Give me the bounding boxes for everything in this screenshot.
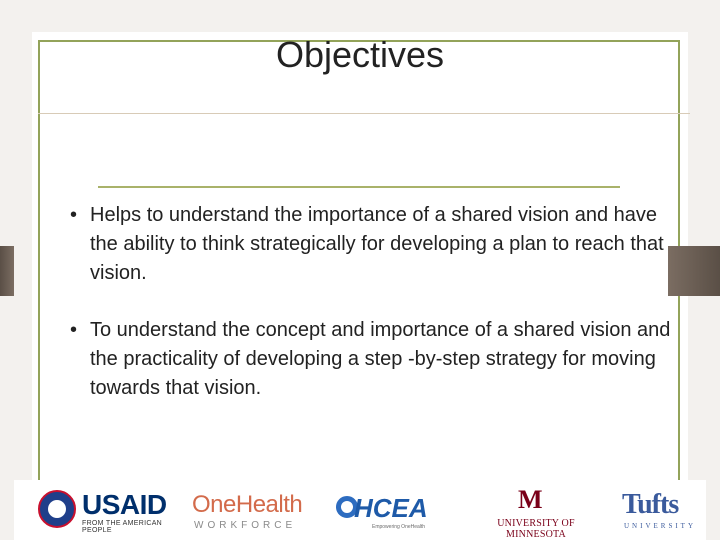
bullet-item	[70, 201, 680, 288]
hcea-subtitle: Empowering OneHealth	[372, 524, 426, 530]
slide-title: Objectives	[275, 34, 445, 75]
umn-logo	[466, 480, 606, 540]
onehealth-workforce: WORKFORCE	[194, 520, 297, 531]
bullet-item	[70, 316, 680, 403]
bullet-text: To understand the concept and importance of a shared vision and the practicality of developing a step -by-step strategy for moving towards that vision.	[90, 319, 671, 399]
tufts-logo	[618, 480, 704, 540]
title-underline	[98, 186, 620, 188]
umn-wordmark: UNIVERSITY OF MINNESOTA	[497, 518, 575, 540]
left-edge-tab	[0, 246, 14, 296]
bullet-dot: •	[70, 319, 78, 341]
usaid-tagline: FROM THE AMERICAN PEOPLE	[82, 520, 163, 534]
logo-strip	[14, 480, 706, 540]
hcea-logo	[332, 480, 444, 540]
onehealth-logo	[190, 480, 320, 540]
usaid-seal-icon	[38, 490, 76, 528]
umn-m-mark: M	[518, 485, 543, 514]
onehealth-wordmark: OneHealth	[192, 491, 303, 518]
bullet-text: Helps to understand the importance of a shared vision and have the ability to think strategically for developing a plan to reach that vision.	[90, 204, 664, 284]
tufts-university: UNIVERSITY	[624, 522, 696, 530]
usaid-logo	[26, 480, 186, 540]
hcea-wordmark: HCEA	[354, 493, 428, 523]
bullet-dot: •	[70, 204, 78, 226]
usaid-wordmark: USAID	[82, 489, 167, 520]
tufts-wordmark: Tufts	[622, 489, 679, 520]
header-divider	[38, 113, 690, 114]
bullet-list	[70, 201, 680, 431]
